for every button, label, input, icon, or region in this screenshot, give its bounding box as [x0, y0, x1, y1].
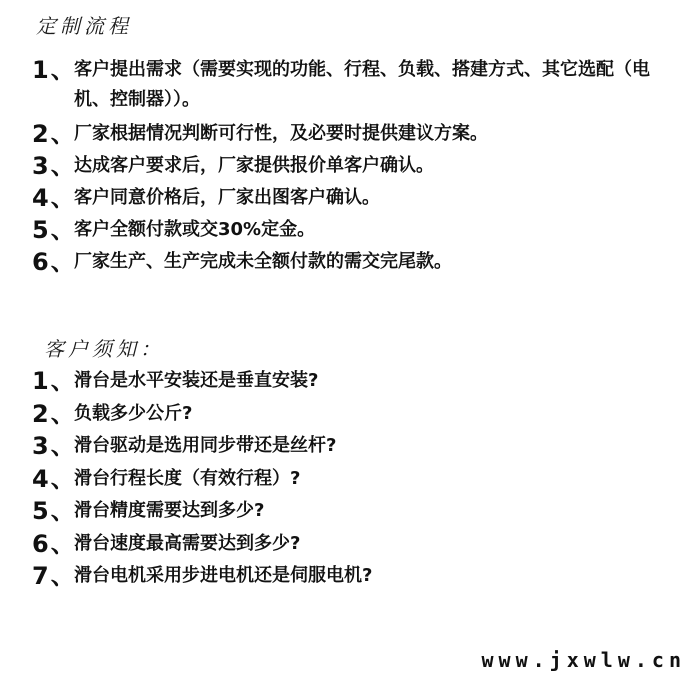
item-number: 5、	[32, 497, 77, 525]
item-text: 滑台驱动是选用同步带还是丝杆?	[74, 435, 337, 456]
notice-title: 客户须知：	[44, 337, 164, 361]
item-text: 负载多少公斤?	[74, 402, 193, 424]
notice-item-5	[32, 495, 632, 528]
process-list	[32, 55, 672, 279]
step-text: 厂家根据情况判断可行性，及必要时提供建议方案。	[74, 123, 488, 144]
process-title: 定制流程	[36, 14, 132, 38]
process-step-1	[32, 55, 672, 117]
item-number: 1、	[32, 367, 77, 395]
step-number: 6、	[32, 248, 77, 276]
item-text: 滑台电机采用步进电机还是伺服电机?	[74, 565, 373, 586]
step-text: 厂家生产、生产完成未全额付款的需交完尾款。	[74, 251, 452, 272]
step-text: 客户提出需求（需要实现的功能、行程、负载、搭建方式、其它选配（电机、控制器））。	[74, 59, 650, 110]
item-number: 4、	[32, 464, 77, 493]
step-number: 5、	[32, 216, 77, 244]
notice-item-7	[32, 560, 632, 593]
item-text: 滑台是水平安装还是垂直安装?	[74, 370, 319, 391]
item-number: 2、	[32, 399, 77, 428]
process-step-3	[32, 151, 672, 181]
item-text: 滑台速度最高需要达到多少?	[74, 532, 301, 554]
item-text: 滑台精度需要达到多少?	[74, 500, 265, 521]
process-step-4	[32, 183, 672, 213]
notice-list	[32, 365, 632, 593]
process-step-5	[32, 215, 672, 245]
item-number: 7、	[32, 562, 77, 590]
step-text: 客户同意价格后，厂家出图客户确认。	[74, 187, 380, 208]
notice-item-3	[32, 430, 632, 463]
step-number: 1、	[32, 56, 77, 84]
site-watermark: www.jxwlw.cn	[481, 648, 686, 672]
process-step-2	[32, 119, 672, 149]
notice-item-1	[32, 365, 632, 398]
step-number: 2、	[32, 120, 77, 148]
process-step-6	[32, 247, 672, 277]
step-number: 3、	[32, 152, 77, 180]
item-text: 滑台行程长度（有效行程）?	[74, 467, 301, 489]
step-text: 客户全额付款或交30%定金。	[74, 219, 316, 240]
notice-item-6	[32, 528, 632, 561]
item-number: 6、	[32, 529, 77, 558]
step-number: 4、	[32, 184, 77, 212]
step-text: 达成客户要求后，厂家提供报价单客户确认。	[74, 155, 434, 176]
notice-item-2	[32, 398, 632, 431]
item-number: 3、	[32, 432, 77, 460]
notice-item-4	[32, 463, 632, 496]
